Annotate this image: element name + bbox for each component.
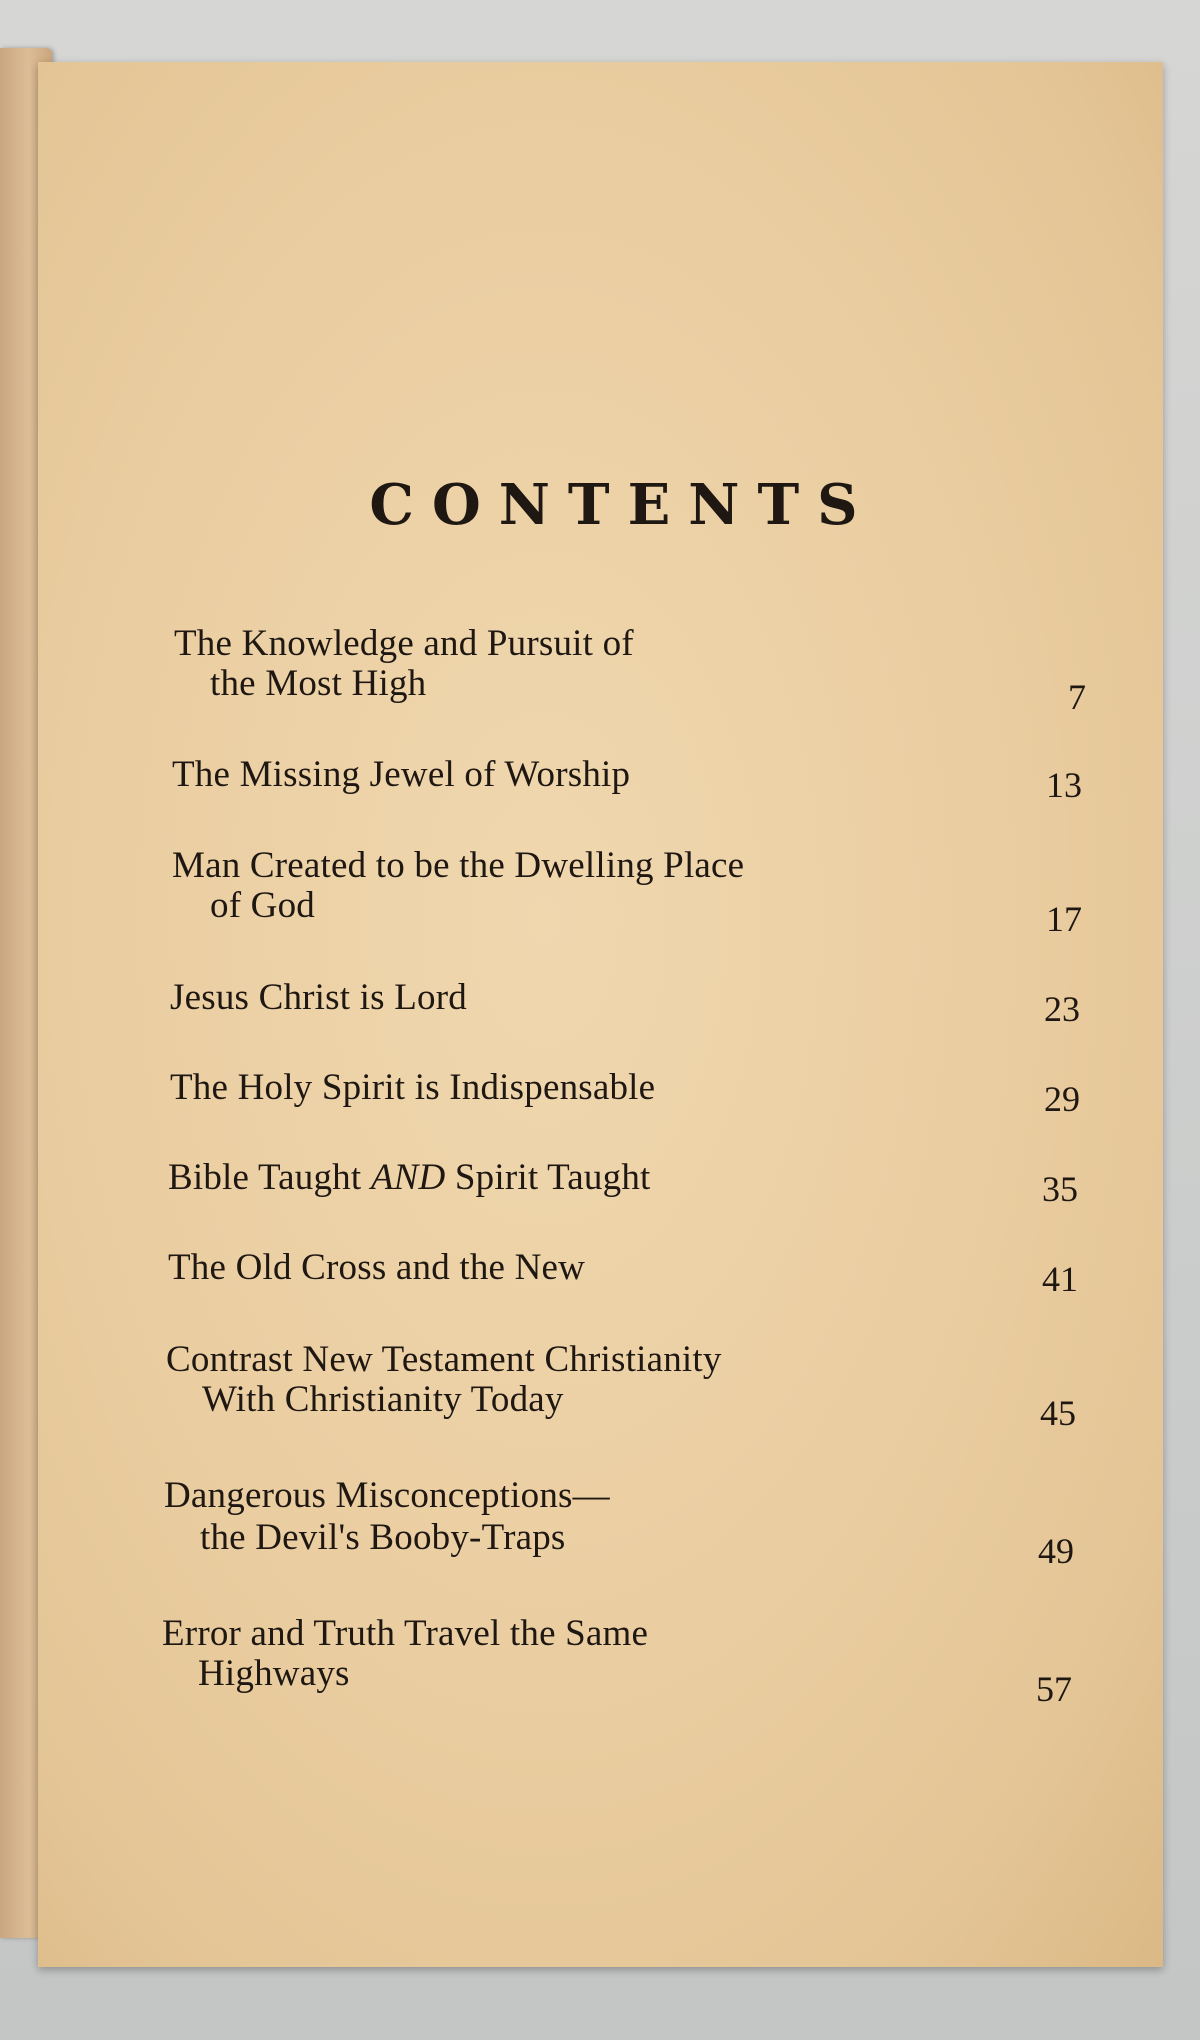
toc-entry-title: Dangerous Misconceptions—: [164, 1475, 610, 1516]
toc-entry-title: Contrast New Testament Christianity: [166, 1339, 722, 1380]
toc-entry-title-emphasis: AND: [370, 1157, 446, 1198]
toc-entry-title-continued: Highways: [198, 1653, 350, 1694]
toc-entry-title-part: Bible Taught: [168, 1157, 371, 1198]
toc-page-number: 23: [1044, 989, 1080, 1029]
book-page: [38, 62, 1163, 1967]
toc-entry-title-continued: of God: [210, 885, 315, 926]
toc-page-number: 49: [1038, 1531, 1074, 1571]
toc-entry-title: Error and Truth Travel the Same: [162, 1613, 649, 1654]
toc-page-number: 35: [1042, 1169, 1078, 1209]
toc-page-number: 45: [1040, 1393, 1076, 1433]
toc-entry-title-continued: the Devil's Booby-Traps: [200, 1517, 566, 1558]
toc-page-number: 41: [1042, 1259, 1078, 1299]
toc-page-number: 7: [1068, 677, 1086, 717]
toc-page-number: 13: [1046, 765, 1082, 805]
toc-entry-title-continued: With Christianity Today: [202, 1379, 564, 1420]
toc-entry-title: The Missing Jewel of Worship: [172, 754, 631, 795]
toc-entry-title: The Old Cross and the New: [168, 1247, 586, 1288]
contents-title: CONTENTS: [369, 472, 876, 538]
toc-page-number: 29: [1044, 1079, 1080, 1119]
table-of-contents: [38, 62, 1163, 1967]
toc-page-number: 17: [1046, 899, 1082, 939]
toc-entry-title-part: Spirit Taught: [445, 1157, 651, 1198]
toc-entry-title-continued: the Most High: [210, 663, 427, 704]
toc-page-number: 57: [1036, 1669, 1072, 1709]
toc-entry-title: Jesus Christ is Lord: [170, 977, 467, 1018]
toc-entry-title: [168, 1156, 651, 1199]
toc-entry-title: The Knowledge and Pursuit of: [174, 623, 634, 664]
toc-entry-title: The Holy Spirit is Indispensable: [170, 1067, 656, 1108]
toc-entry-title: Man Created to be the Dwelling Place: [172, 845, 745, 886]
